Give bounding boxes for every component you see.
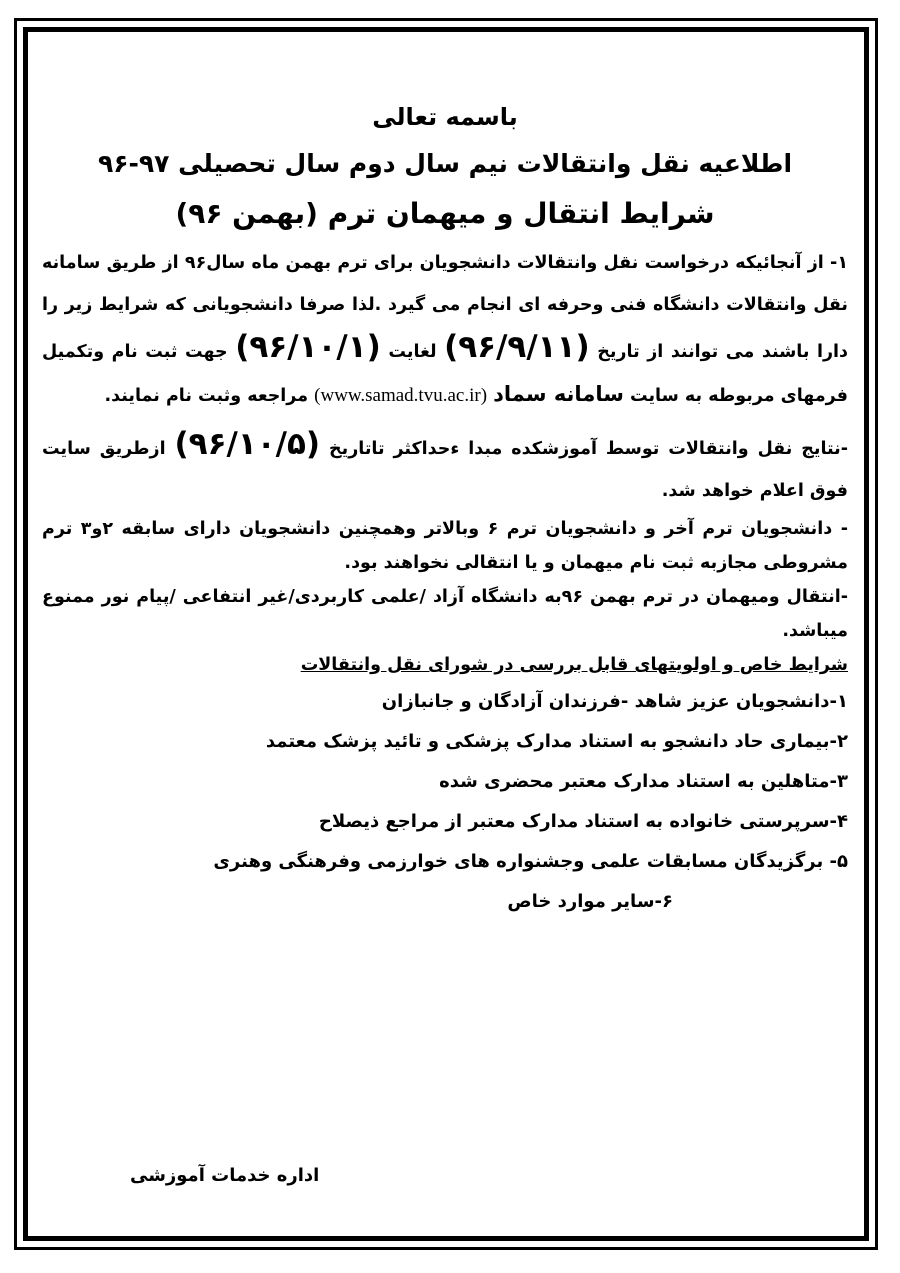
signature-office: اداره خدمات آموزشی xyxy=(130,1165,320,1186)
paragraph-results-text-1: -نتایج نقل وانتقالات توسط آموزشکده مبدا ءحداکثر تاتاریخ xyxy=(329,439,848,459)
samad-site-url: (www.samad.tvu.ac.ir) xyxy=(314,385,488,406)
announcement-title: اطلاعیه نقل وانتقالات نیم سال دوم سال تحصیلی ۹۷-۹۶ xyxy=(97,149,793,178)
invocation: باسمه تعالی xyxy=(372,103,518,131)
paragraph-results-text-2: ازطریق سایت فوق اعلام خواهد شد. xyxy=(42,439,848,501)
paragraph-restrictions: - دانشجویان ترم آخر و دانشجویان ترم ۶ وبالاتر وهمچنین دانشجویان دارای سابقه ۲و۳ ترم مشروطی مجازبه ثبت نام میهمان و یا انتقالی نخواهند بود. xyxy=(42,519,848,573)
paragraph-registration xyxy=(42,242,848,417)
results-date: (۹۶/۱۰/۵) xyxy=(174,426,321,462)
priority-item: ۵- برگزیدگان مسابقات علمی وجشنواره های خوارزمی وفرهنگی وهنری xyxy=(213,851,848,872)
paragraph-registration-text-2: لغایت xyxy=(388,342,437,362)
priority-item: ۱-دانشجویان عزیز شاهد -فرزندان آزادگان و جانبازان xyxy=(381,691,848,712)
registration-start-date: (۹۶/۹/۱۱) xyxy=(444,329,590,365)
paragraph-prohibited-universities: -انتقال ومیهمان در ترم بهمن ۹۶به دانشگاه آزاد /علمی کاربردی/غیر انتفاعی /پیام نور ممنوع میباشد. xyxy=(42,587,848,641)
priority-item: ۶-سایر موارد خاص xyxy=(507,891,673,912)
samad-system-name: سامانه سماد xyxy=(493,382,624,406)
announcement-body xyxy=(42,100,848,922)
priority-item: ۴-سرپرستی خانواده به استناد مدارک معتبر از مراجع ذیصلاح xyxy=(318,811,848,832)
paragraph-registration-text-1: ۱- از آنجائیکه درخواست نقل وانتقالات دانشجویان برای ترم بهمن ماه سال۹۶ از طریق سامانه نقل وانتقالات دانشگاه فنی وحرفه ای انجام می گیرد .لذا صرفا دانشجویانی که شرایط زیر را دارا باشند می توانند از تاریخ xyxy=(42,253,849,362)
paragraph-results xyxy=(42,423,848,512)
priority-item: ۲-بیماری حاد دانشجو به استناد مدارک پزشکی و تائید پزشک معتمد xyxy=(265,731,848,752)
paragraph-registration-text-4: مراجعه وثبت نام نمایند. xyxy=(104,386,309,406)
paragraph-registration-text-3: جهت ثبت نام وتکمیل فرمهای مربوطه به سایت xyxy=(42,342,848,406)
registration-end-date: (۹۶/۱۰/۱) xyxy=(235,329,381,365)
priority-list xyxy=(42,682,848,922)
priority-item: ۳-متاهلین به استناد مدارک معتبر محضری شده xyxy=(439,771,848,792)
announcement-subtitle: شرایط انتقال و میهمان ترم (بهمن ۹۶) xyxy=(175,197,715,230)
special-conditions-title: شرایط خاص و اولویتهای قابل بررسی در شورای نقل وانتقالات xyxy=(300,655,848,675)
